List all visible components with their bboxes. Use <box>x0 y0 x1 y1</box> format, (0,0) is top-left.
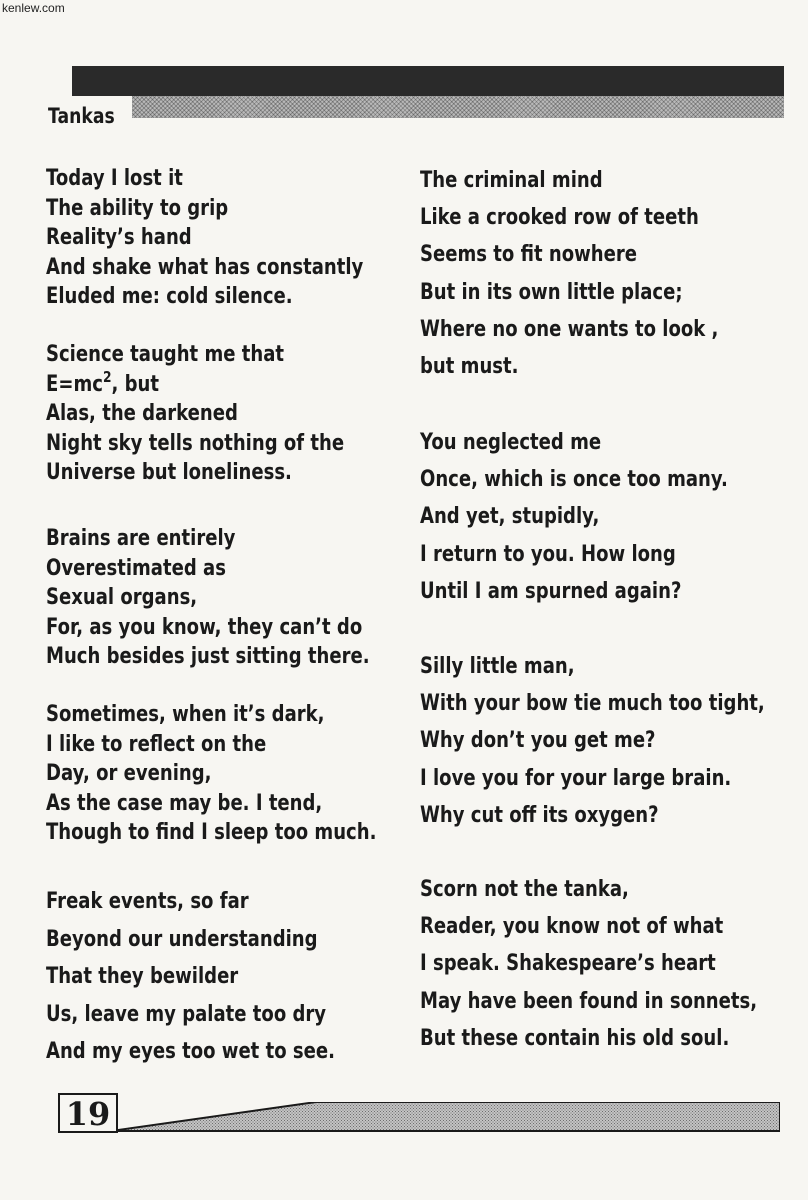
poem-line: I like to reflect on the <box>46 731 267 757</box>
poem-line: but must. <box>420 353 519 379</box>
poem-line: Silly little man, <box>420 654 575 679</box>
tanka-stanza <box>46 340 410 488</box>
poem-line: But these contain his old soul. <box>420 1025 730 1051</box>
equation-exponent: 2 <box>102 367 112 386</box>
poem-line: Science taught me that <box>46 342 285 367</box>
poem-line: I love you for your large brain. <box>420 765 732 791</box>
tanka-stanza <box>420 424 795 610</box>
tanka-stanza <box>420 162 784 385</box>
section-title: Tankas <box>48 104 115 128</box>
tanka-stanza <box>46 164 433 312</box>
equation-tail: , but <box>111 371 160 397</box>
poem-line: Why don’t you get me? <box>420 728 656 754</box>
poem-line: Alas, the darkened <box>46 401 238 426</box>
poem-line: May have been found in sonnets, <box>420 988 758 1014</box>
poem-line: Reader, you know not of what <box>420 914 724 940</box>
poem-line: Where no one wants to look , <box>420 316 719 342</box>
tanka-stanza <box>420 648 808 834</box>
tanka-stanza <box>420 871 808 1057</box>
poem-line: Beyond our understanding <box>46 926 318 952</box>
poem-line: The criminal mind <box>420 168 603 193</box>
poem-line: You neglected me <box>420 430 602 455</box>
poem-line: Us, leave my palate too dry <box>46 1001 327 1027</box>
poem-line: And yet, stupidly, <box>420 504 600 530</box>
poem-line: Brains are entirely <box>46 526 236 551</box>
poem-line: Today I lost it <box>46 166 183 191</box>
equation-line <box>46 367 344 400</box>
tanka-stanza <box>46 524 441 672</box>
poem-line: Universe but loneliness. <box>46 460 292 485</box>
poem-line: Once, which is once too many. <box>420 467 728 493</box>
poem-line: Scorn not the tanka, <box>420 877 629 902</box>
poem-line: And shake what has constantly <box>46 254 364 280</box>
poem-line: Freak events, so far <box>46 889 249 914</box>
poem-line: That they bewilder <box>46 964 239 989</box>
header-bar <box>72 66 784 96</box>
poem-line: Eluded me: cold silence. <box>46 284 293 309</box>
poem-line: And my eyes too wet to see. <box>46 1039 335 1064</box>
poem-line: For, as you know, they can’t do <box>46 614 363 640</box>
poem-line: Until I am spurned again? <box>420 578 682 604</box>
poem-line: Day, or evening, <box>46 761 212 786</box>
poem-line: Night sky tells nothing of the <box>46 430 345 456</box>
poem-line: Seems to fit nowhere <box>420 242 637 268</box>
poem-line: Like a crooked row of teeth <box>420 205 699 231</box>
poem-line: I return to you. How long <box>420 541 676 567</box>
site-watermark: kenlew.com <box>2 1 65 15</box>
poem-line: With your bow tie much too tight, <box>420 691 765 717</box>
tanka-stanza <box>46 700 449 848</box>
tanka-stanza <box>46 883 398 1071</box>
header-screen-tone <box>132 96 784 118</box>
poem-line: Reality’s hand <box>46 225 192 250</box>
poem-line: Much besides just sitting there. <box>46 644 370 669</box>
poem-line: Sexual organs, <box>46 585 198 610</box>
footer-bar <box>104 1102 780 1132</box>
poem-line: Overestimated as <box>46 555 226 581</box>
poem-line: Though to find I sleep too much. <box>46 820 377 845</box>
page-number: 19 <box>65 1095 111 1133</box>
poem-line: I speak. Shakespeare’s heart <box>420 951 716 977</box>
poem-line: The ability to grip <box>46 195 229 221</box>
poem-line: Sometimes, when it’s dark, <box>46 702 325 727</box>
poem-line: Why cut off its oxygen? <box>420 802 659 828</box>
equation-base: E=mc <box>46 371 103 397</box>
page-number-box <box>58 1093 118 1133</box>
poem-line: As the case may be. I tend, <box>46 790 323 816</box>
poem-line: But in its own little place; <box>420 279 683 305</box>
